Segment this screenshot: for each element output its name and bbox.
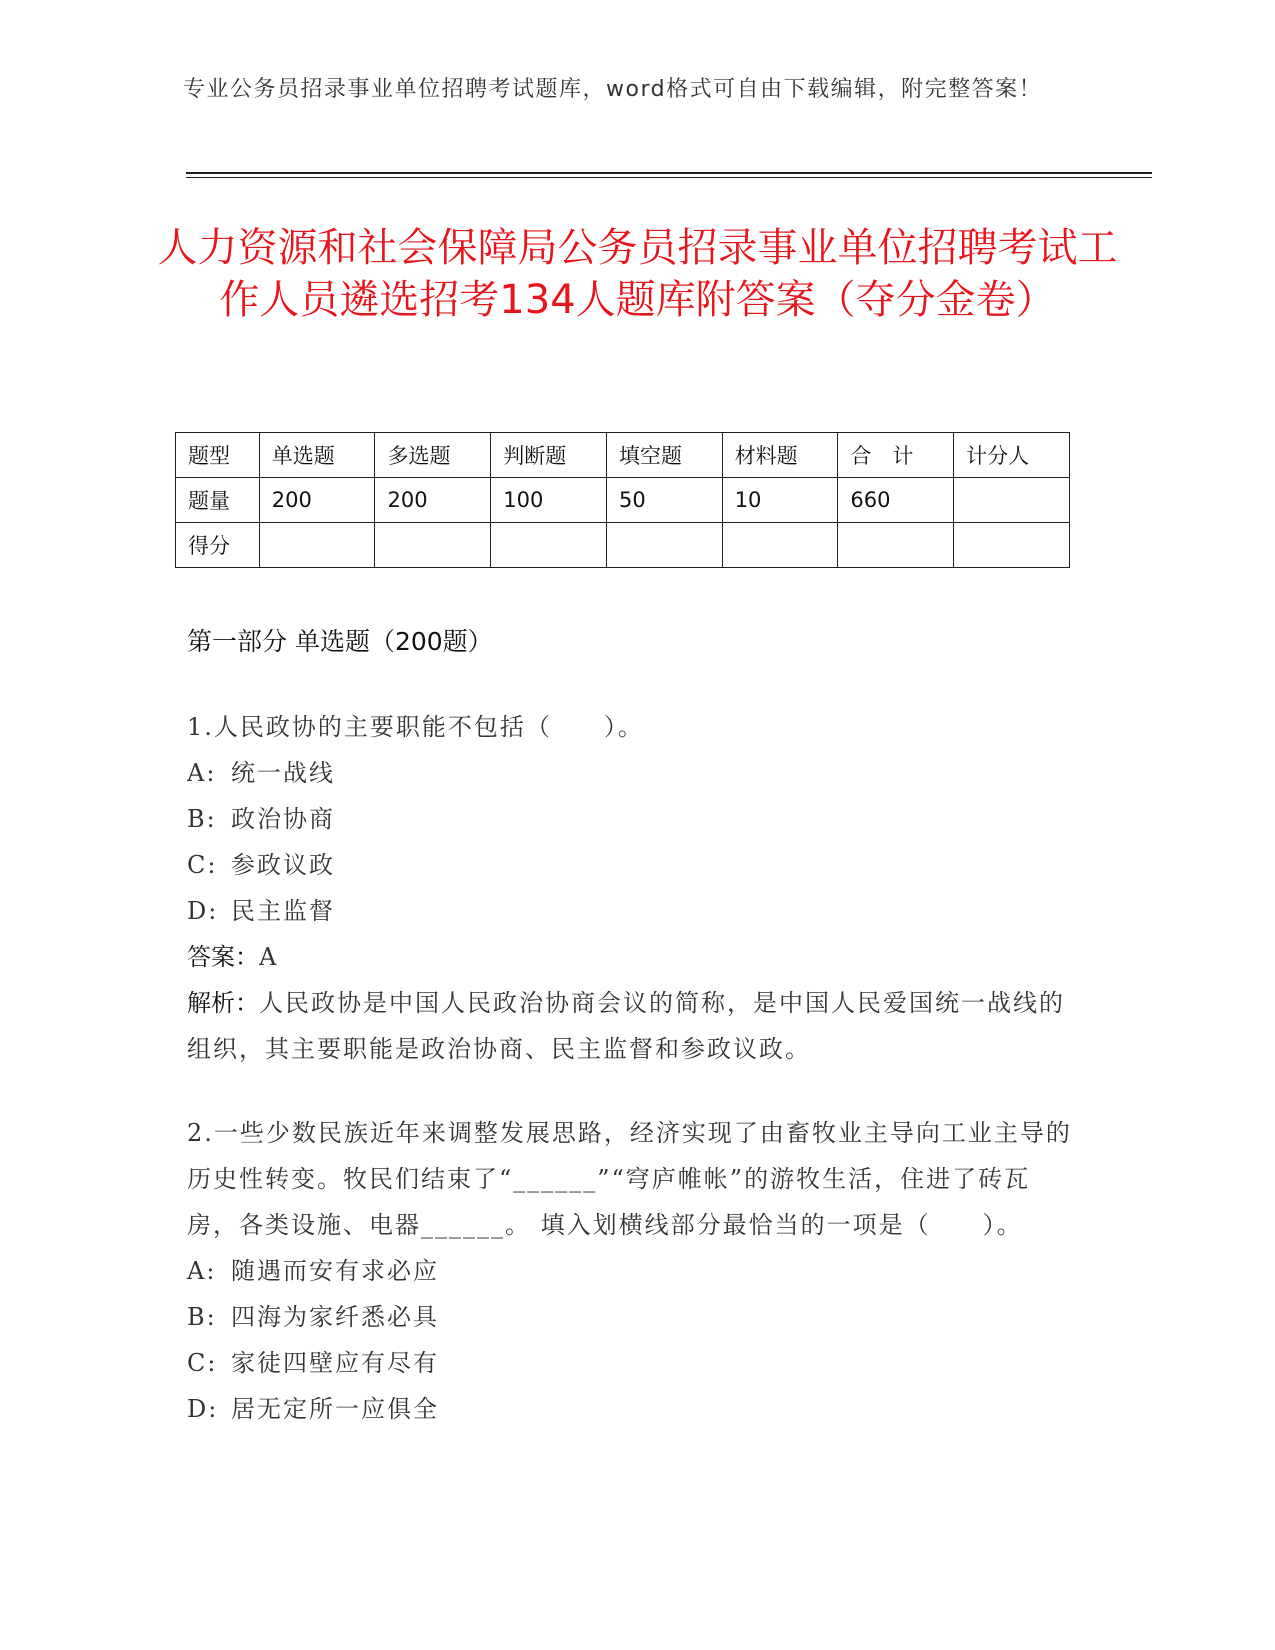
table-header-cell: 题型 [176, 433, 260, 478]
table-cell [259, 523, 375, 568]
table-cell: 题量 [176, 478, 260, 523]
question-1 [187, 704, 1072, 1072]
table-cell: 得分 [176, 523, 260, 568]
table-header-row [176, 433, 1070, 478]
header-rule-bottom [186, 177, 1152, 178]
option-c [187, 1340, 1072, 1386]
analysis-label: 解析： [187, 989, 259, 1017]
table-cell: 100 [491, 478, 607, 523]
table-cell [954, 478, 1070, 523]
option-key: D: [187, 897, 219, 925]
table-header-cell: 单选题 [259, 433, 375, 478]
option-c [187, 842, 1072, 888]
answer-line [187, 934, 1072, 980]
option-key: C: [187, 1349, 218, 1377]
option-d [187, 1386, 1072, 1432]
option-key: B: [187, 1303, 217, 1331]
option-b [187, 796, 1072, 842]
table-row [176, 478, 1070, 523]
option-a [187, 1248, 1072, 1294]
option-b [187, 1294, 1072, 1340]
analysis-line [187, 980, 1072, 1072]
table-header-cell: 材料题 [722, 433, 838, 478]
option-text: 居无定所一应俱全 [231, 1395, 439, 1423]
table-header-cell: 计分人 [954, 433, 1070, 478]
option-text: 民主监督 [231, 897, 335, 925]
header-note: 专业公务员招录事业单位招聘考试题库，word格式可自由下载编辑，附完整答案！ [183, 77, 1043, 102]
option-text: 统一战线 [231, 759, 335, 787]
table-cell [838, 523, 954, 568]
question-stem: 1.人民政协的主要职能不包括（ ）。 [187, 713, 644, 741]
table-cell [954, 523, 1070, 568]
option-key: A: [187, 759, 217, 787]
table-header-cell: 多选题 [375, 433, 491, 478]
analysis-text: 人民政协是中国人民政治协商会议的简称，是中国人民爱国统一战线的组织，其主要职能是政治协商、民主监督和参政议政。 [187, 989, 1065, 1063]
header-rule-top [186, 172, 1152, 174]
table-header-cell: 合 计 [838, 433, 954, 478]
option-key: C: [187, 851, 218, 879]
table-header-cell: 填空题 [606, 433, 722, 478]
option-key: A: [187, 1257, 217, 1285]
option-d [187, 888, 1072, 934]
table-cell [722, 523, 838, 568]
table-cell [375, 523, 491, 568]
option-text: 四海为家纤悉必具 [231, 1303, 439, 1331]
question-2 [187, 1110, 1072, 1432]
answer-value: A [259, 943, 279, 971]
table-cell [491, 523, 607, 568]
option-text: 政治协商 [231, 805, 335, 833]
table-cell: 660 [838, 478, 954, 523]
table-cell: 200 [259, 478, 375, 523]
option-text: 家徒四壁应有尽有 [231, 1349, 439, 1377]
table-cell [606, 523, 722, 568]
document-title: 人力资源和社会保障局公务员招录事业单位招聘考试工作人员遴选招考134人题库附答案（夺分金卷） [157, 225, 1118, 323]
option-text: 随遇而安有求必应 [231, 1257, 439, 1285]
option-text: 参政议政 [231, 851, 335, 879]
option-a [187, 750, 1072, 796]
option-key: D: [187, 1395, 219, 1423]
option-key: B: [187, 805, 217, 833]
question-stem: 2.一些少数民族近年来调整发展思路，经济实现了由畜牧业主导向工业主导的历史性转变。牧民们结束了“______”“穹庐帷帐”的游牧生活，住进了砖瓦房，各类设施、电器______。 填入划横线部分最恰当的一项是（ ）。 [187, 1119, 1072, 1239]
table-header-cell: 判断题 [491, 433, 607, 478]
table-cell: 200 [375, 478, 491, 523]
answer-label: 答案： [187, 943, 259, 971]
score-table [175, 432, 1070, 568]
section-title: 第一部分 单选题（200题） [187, 627, 493, 656]
table-row [176, 523, 1070, 568]
table-cell: 10 [722, 478, 838, 523]
table-cell: 50 [606, 478, 722, 523]
